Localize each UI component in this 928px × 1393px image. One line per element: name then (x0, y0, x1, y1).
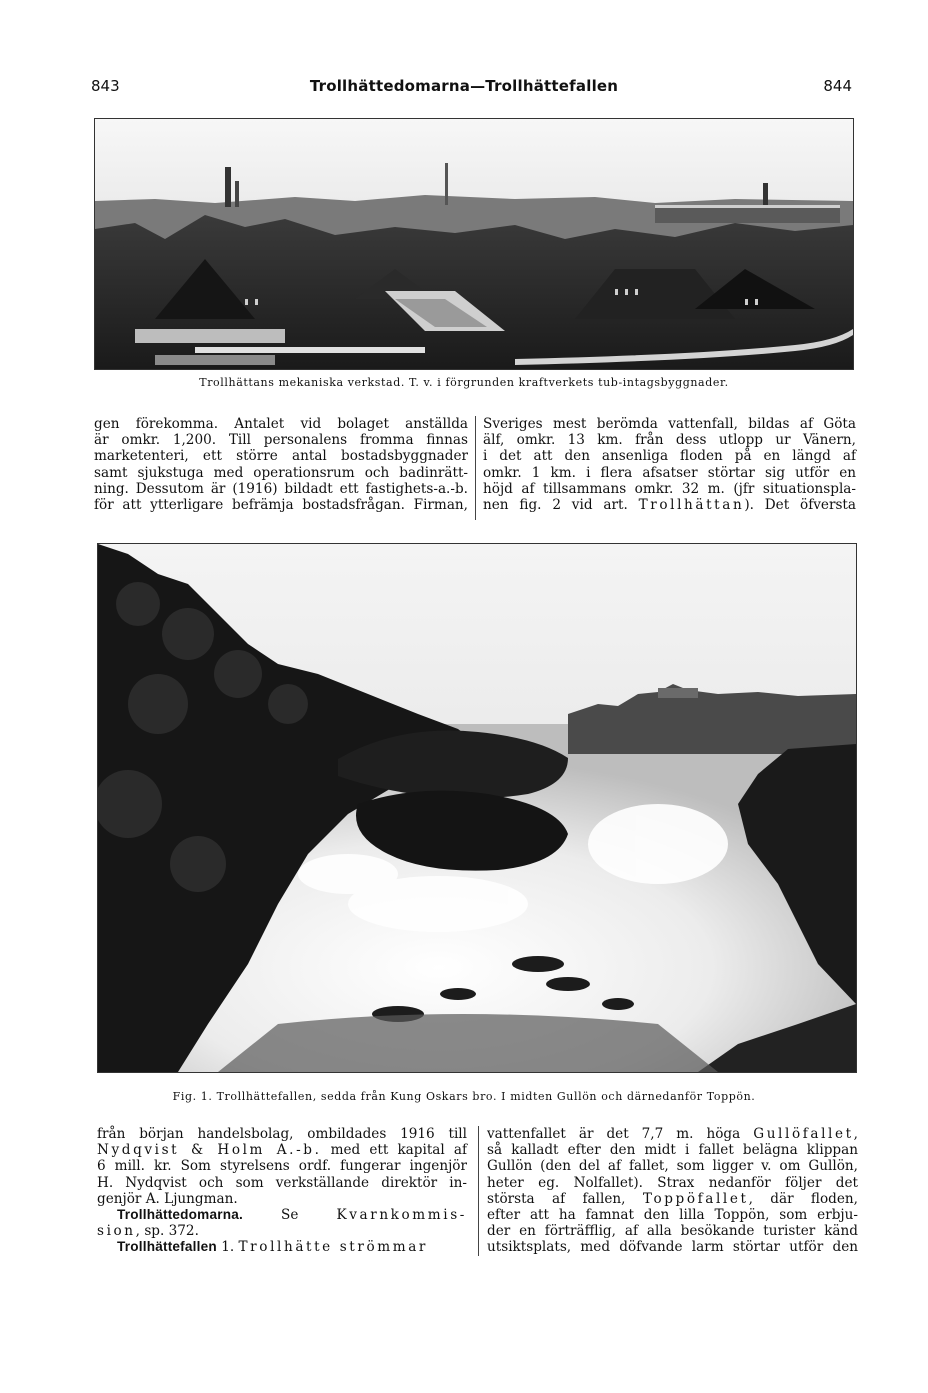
cross-reference: Trollhätte strömmar (238, 1239, 429, 1256)
text-line: der en förträfflig, af alla besökande turister känd (487, 1223, 858, 1240)
text-line (487, 1191, 858, 1207)
text-line (483, 497, 856, 513)
text-line: från början handelsbolag, ombildades 1916 till (97, 1126, 467, 1142)
text-line: för att ytterligare befrämja bostadsfrågan. Firman, (94, 497, 468, 514)
text-line: 6 mill. kr. Som styrelsens ordf. fungerar ingenjör (97, 1158, 467, 1175)
dictionary-entry (97, 1207, 467, 1223)
entry-headword: Trollhättedomarna. (117, 1207, 243, 1223)
lower-right-column (487, 1126, 858, 1256)
column-divider (478, 1126, 479, 1256)
text-line: höjd af tillsammans omkr. 32 m. (jfr situationspla- (483, 480, 856, 497)
cross-reference: Trollhättan (638, 497, 745, 514)
text-line: Gullön (den del af fallet, som ligger v. om Gullön, (487, 1158, 858, 1175)
lower-left-column (97, 1126, 467, 1256)
text-line: genjör A. Ljungman. (97, 1190, 238, 1207)
upper-left-column (94, 416, 468, 513)
cross-reference: sion (97, 1223, 136, 1240)
top-figure-caption: Trollhättans mekaniska verkstad. T. v. i förgrunden kraftverkets tub-intagsbyggnader. (199, 376, 729, 389)
text-fragment: nen fig. 2 vid art. (483, 497, 639, 514)
upper-right-column (483, 416, 856, 513)
text-line: i det att den ansenliga floden på en längd af (483, 448, 856, 465)
main-figure-caption: Fig. 1. Trollhättefallen, sedda från Kung Oskars bro. I midten Gullön och därnedanför Toppön. (172, 1090, 756, 1103)
text-line: Sveriges mest berömda vattenfall, bildas af Göta (483, 416, 856, 432)
factory-photo-illustration (95, 119, 853, 369)
dictionary-entry (97, 1239, 467, 1255)
text-line: ning. Dessutom är (1916) bildadt ett fastighets-a.-b. (94, 480, 468, 497)
text-line: efter att ha famnat den lilla Toppön, som erbju- (487, 1207, 858, 1224)
text-line: heter eg. Nolfallet). Strax nedanför följer det (487, 1174, 858, 1191)
column-divider (475, 416, 476, 520)
cross-reference: Kvarnkommis- (336, 1207, 467, 1224)
text-fragment: största af fallen, (487, 1190, 643, 1207)
page-number-left: 843 (91, 77, 120, 95)
waterfall-name: Toppöfallet (642, 1190, 749, 1207)
waterfall-photo-illustration (98, 544, 856, 1072)
text-line (97, 1142, 467, 1158)
text-line: så kalladt efter den midt i fallet belägna klippan (487, 1142, 858, 1159)
text-fragment: , (853, 1126, 858, 1142)
text-fragment: med ett kapital af (321, 1142, 468, 1159)
company-name: Nydqvist & Holm A.-b. (97, 1142, 322, 1159)
factory-photograph (94, 118, 854, 370)
text-fragment: 1. (216, 1239, 239, 1256)
text-line: samt sjukstuga med operationsrum och badinrätt- (94, 464, 468, 481)
text-fragment: , där floden, (748, 1190, 859, 1207)
text-fragment: , sp. 372. (135, 1223, 199, 1240)
text-line: gen förekomma. Antalet vid bolaget anställda (94, 416, 468, 432)
page-number-right: 844 (823, 77, 852, 95)
entry-headword: Trollhättefallen (117, 1239, 217, 1255)
text-line: är omkr. 1,200. Till personalens fromma finnas (94, 432, 468, 449)
waterfall-photograph (97, 543, 857, 1073)
text-fragment: ). Det öfversta (744, 497, 857, 514)
text-line: H. Nydqvist och som verkställande direktör in- (97, 1174, 467, 1191)
text-line: älf, omkr. 13 km. från dess utlopp ur Vänern, (483, 432, 856, 449)
text-fragment: vattenfallet är det 7,7 m. höga (487, 1126, 754, 1142)
text-line: marketenteri, ett större antal bostadsbyggnader (94, 448, 468, 465)
text-line (97, 1223, 467, 1239)
running-title: Trollhättedomarna—Trollhättefallen (309, 77, 619, 95)
text-line: omkr. 1 km. i flera afsatser störtar sig utför en (483, 464, 856, 481)
see-reference-label: Se (281, 1207, 299, 1224)
waterfall-name: Gullöfallet (753, 1126, 854, 1142)
text-line (487, 1126, 858, 1142)
text-line: utsiktsplats, med döfvande larm störtar utför den (487, 1239, 858, 1256)
